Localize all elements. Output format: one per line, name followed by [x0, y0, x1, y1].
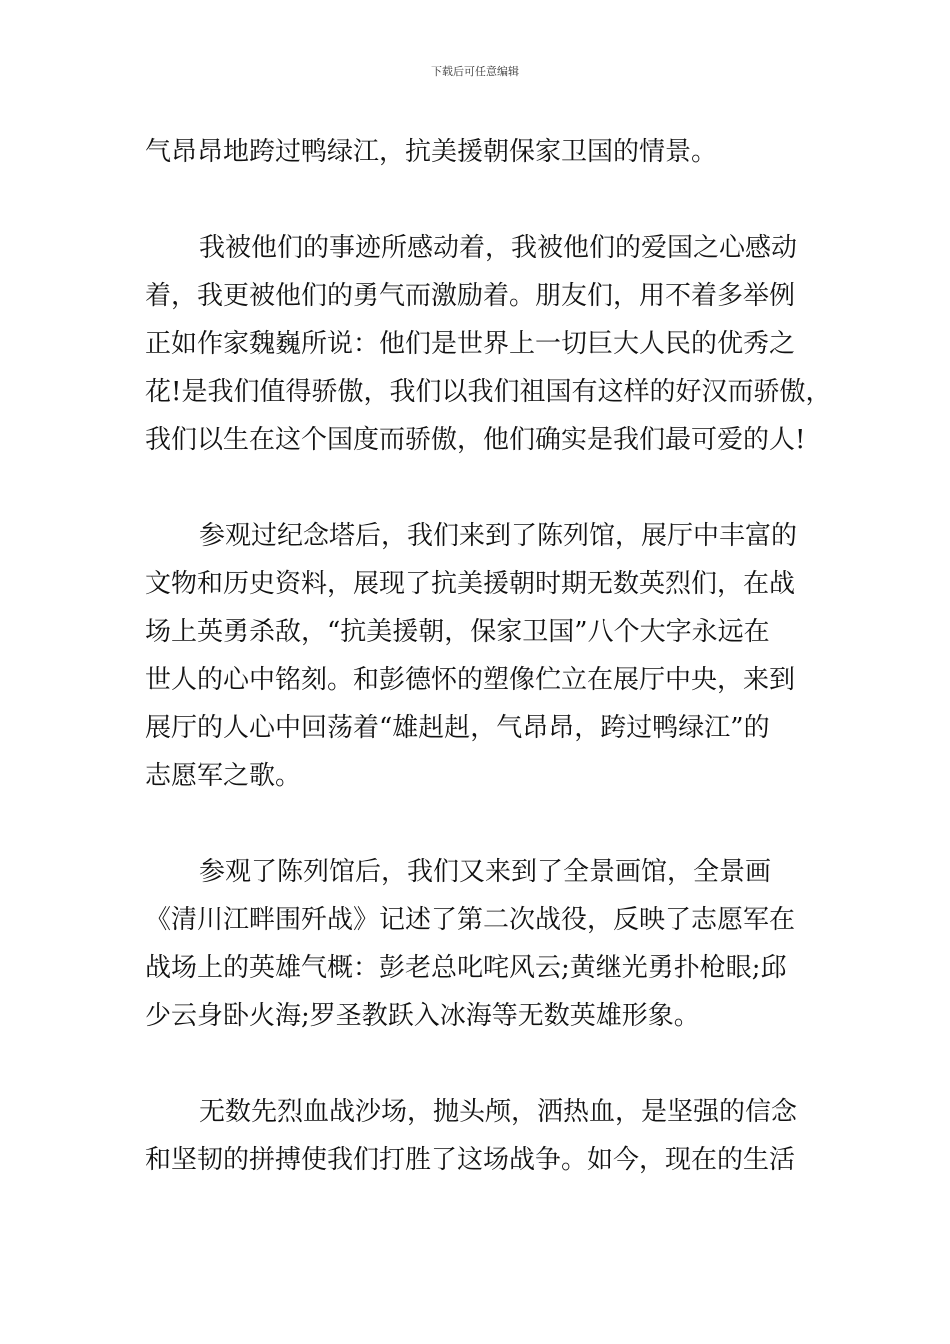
paragraph-line: 花!是我们值得骄傲，我们以我们祖国有这样的好汉而骄傲，: [145, 377, 832, 407]
paragraph-line: 参观过纪念塔后，我们来到了陈列馆，展厅中丰富的: [199, 521, 798, 551]
page-header: 下载后可任意编辑: [431, 65, 519, 78]
paragraph-line: 我被他们的事迹所感动着，我被他们的爱国之心感动: [199, 233, 798, 263]
paragraph-5: [145, 1088, 825, 1184]
paragraph-line: 正如作家魏巍所说：他们是世界上一切巨大人民的优秀之: [145, 329, 796, 359]
paragraph-line: 我们以生在这个国度而骄傲，他们确实是我们最可爱的人!: [145, 425, 806, 455]
paragraph-line: 着，我更被他们的勇气而激励着。朋友们，用不着多举例: [145, 281, 796, 311]
paragraph-gap: [145, 176, 825, 224]
paragraph-line: 参观了陈列馆后，我们又来到了全景画馆，全景画: [199, 857, 772, 887]
paragraph-line: 场上英勇杀敌，“抗美援朝，保家卫国”八个大字永远在: [145, 617, 770, 647]
paragraph-line: 气昂昂地跨过鸭绿江，抗美援朝保家卫国的情景。: [145, 137, 718, 167]
paragraph-line: 无数先烈血战沙场，抛头颅，洒热血，是坚强的信念: [199, 1097, 798, 1127]
document-body: [145, 128, 832, 1184]
paragraph-2: [145, 224, 832, 464]
paragraph-line: 展厅的人心中回荡着“雄赳赳，气昂昂，跨过鸭绿江”的: [145, 713, 770, 743]
paragraph-gap: [145, 464, 825, 512]
paragraph-line: 文物和历史资料，展现了抗美援朝时期无数英烈们，在战: [145, 569, 796, 599]
paragraph-3: [145, 512, 825, 800]
paragraph-4: [145, 848, 825, 1040]
paragraph-line: 志愿军之歌。: [145, 761, 302, 791]
paragraph-line: 世人的心中铭刻。和彭德怀的塑像伫立在展厅中央，来到: [145, 665, 796, 695]
paragraph-gap: [145, 800, 825, 848]
paragraph-line: 少云身卧火海;罗圣教跃入冰海等无数英雄形象。: [145, 1001, 700, 1031]
paragraph-gap: [145, 1040, 825, 1088]
paragraph-line: 《清川江畔围歼战》记述了第二次战役，反映了志愿军在: [145, 905, 796, 935]
paragraph-1: [145, 128, 825, 176]
paragraph-line: 战场上的英雄气概：彭老总叱咤风云;黄继光勇扑枪眼;邱: [145, 953, 787, 983]
paragraph-line: 和坚韧的拼搏使我们打胜了这场战争。如今，现在的生活: [145, 1145, 796, 1175]
